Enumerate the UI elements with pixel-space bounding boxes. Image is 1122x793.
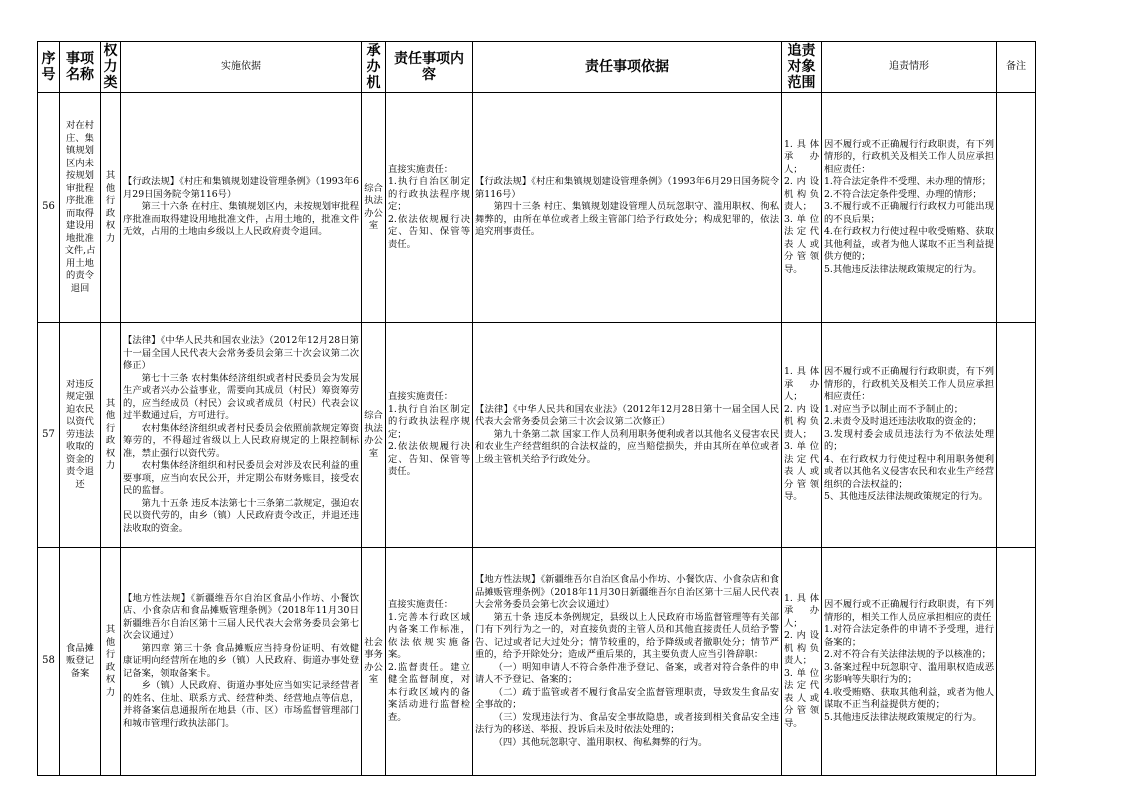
basis-para: 【行政法规】《村庄和集镇规划建设管理条例》（1993年6月29日国务院令第116号） xyxy=(123,176,359,200)
row-note xyxy=(997,323,1036,548)
row-note xyxy=(997,548,1036,776)
row-seq: 57 xyxy=(38,323,60,548)
header-duty-basis: 责任事项依据 xyxy=(473,42,782,93)
row-target xyxy=(782,323,822,548)
row-item-name: 对在村庄、集镇规划区内未按规划审批程序批准而取得建设用地批准文件,占用土地的责令退回 xyxy=(60,93,101,323)
table-row xyxy=(38,93,1036,323)
row-duty-content xyxy=(386,548,473,776)
row-basis xyxy=(121,93,362,323)
basis-para: 第九十五条 违反本法第七十三条第二款规定，强迫农民以资代劳的，由乡（镇）人民政府责令改正，并退还违法收取的资金。 xyxy=(123,497,359,534)
row-situation xyxy=(822,323,997,548)
row-seq: 56 xyxy=(38,93,60,323)
row-power-type: 其他行政权力 xyxy=(101,323,121,548)
basis-para: 农村集体经济组织和村民委员会对涉及农民利益的重要事项，应当向农民公开，并定期公布财务账目，接受农民的监督。 xyxy=(123,460,359,496)
responsibility-table xyxy=(37,41,1036,776)
duty-basis-para: （一）明知申请人不符合条件准予登记、备案，或者对符合条件的申请人不予登记、备案的； xyxy=(475,661,779,685)
row-target xyxy=(782,93,822,323)
basis-para: 乡（镇）人民政府、街道办事处应当如实记录经营者的姓名、住址、联系方式、经营种类、经营地点等信息，并将备案信息通报所在地县（市、区）市场监督管理部门和城市管理行政执法部门。 xyxy=(123,680,359,729)
header-item-name: 事项名称 xyxy=(60,42,101,93)
target-line: 3.单位法定代表人或分管领导。 xyxy=(784,667,819,729)
basis-para: 第三十六条 在村庄、集镇规划区内，未按规划审批程序批准而取得建设用地批准文件，占用土地的，批准文件无效，占用的土地由乡级以上人民政府责令退回。 xyxy=(123,201,359,238)
basis-para: 农村集体经济组织或者村民委员会依照前款规定筹资筹劳的，不得超过省级以上人民政府规定的上限控制标准，禁止强行以资代劳。 xyxy=(123,422,359,459)
duty-basis-para: （四）其他玩忽职守、滥用职权、徇私舞弊的行为。 xyxy=(493,736,708,748)
situation-line: 3.不履行或不正确履行行政权力可能出现的不良后果； xyxy=(824,201,994,225)
header-power-type: 权力类 xyxy=(101,42,121,93)
row-power-type: 其他行政权力 xyxy=(101,548,121,776)
header-basis: 实施依据 xyxy=(121,42,362,93)
basis-para: 【法律】《中华人民共和国农业法》（2012年12月28日第十一届全国人民代表大会常务委员会第三十次会议第二次修正） xyxy=(123,335,359,371)
basis-para: 【地方性法规】《新疆维吾尔自治区食品小作坊、小餐饮店、小食杂店和食品摊贩管理条例》（2018年11月30日新疆维吾尔自治区第十三届人民代表大会常务委员会第七次会议通过） xyxy=(123,592,359,642)
duty-basis-para: 【法律】《中华人民共和国农业法》（2012年12月28日第十一届全国人民代表大会常务委员会第三十次会议第二次修正） xyxy=(475,403,779,428)
duty-basis-para: 【地方性法规】《新疆维吾尔自治区食品小作坊、小餐饮店、小食杂店和食品摊贩管理条例》（2018年11月30日新疆维吾尔自治区第十三届人民代表大会常务委员会第七次会议通过） xyxy=(475,574,779,610)
situation-line: 2.对不符合有关法律法规的予以核准的； xyxy=(824,649,991,660)
duty-basis-para: 第九十条第二款 国家工作人员利用职务便利或者以其他名义侵害农民和农业生产经营组织的合法权益的，应当赔偿损失，并由其所在单位或者上级主管机关给予行政处分。 xyxy=(475,428,779,465)
duty-line: 1.完善本行政区域内备案工作标准，依法依规实施备案。 xyxy=(388,611,470,660)
duty-line: 1.执行自治区制定的行政执法程序规定； xyxy=(388,403,470,440)
row-duty-basis xyxy=(473,548,782,776)
header-dept: 承办机 xyxy=(362,42,386,93)
header-row xyxy=(38,42,1036,93)
target-line: 3.单位法定代表人或分管领导。 xyxy=(784,213,819,275)
target-line: 1.具体承办人； xyxy=(784,592,819,629)
header-note: 备注 xyxy=(997,42,1036,93)
table-row xyxy=(38,548,1036,776)
situation-line: 5、其他违反法律法规政策规定的行为。 xyxy=(824,491,988,503)
duty-line: 直接实施责任： xyxy=(388,391,454,403)
header-target: 追责对象范围 xyxy=(782,42,822,93)
target-line: 3.单位法定代表人或分管领导。 xyxy=(784,441,819,503)
target-line: 1.具体承办人； xyxy=(784,138,819,175)
situation-line: 4、在行政权力行使过程中利用职务便利或者以其他名义侵害农民和农业生产经营组织的合法权益的； xyxy=(824,453,994,490)
target-line: 2.内设机构负责人； xyxy=(784,176,819,213)
row-basis xyxy=(121,323,362,548)
duty-line: 2.依法依规履行决定、告知、保管等责任。 xyxy=(388,441,470,478)
duty-line: 2.依法依规履行决定、告知、保管等责任。 xyxy=(388,213,470,250)
basis-para: 第七十三条 农村集体经济组织或者村民委员会为发展生产或者兴办公益事业，需要向其成员（村民）筹资筹劳的，应当经成员（村民）会议或者成员（村民）代表会议过半数通过后，方可进行。 xyxy=(123,372,359,421)
row-dept: 综合执法办公室 xyxy=(362,93,386,323)
row-power-type: 其他行政权力 xyxy=(101,93,121,323)
situation-line: 1.符合法定条件不受理、未办理的情形； xyxy=(824,176,991,188)
duty-line: 1.执行自治区制定的行政执法程序规定； xyxy=(388,176,470,213)
situation-line: 1.对符合法定条件的申请不予受理，进行备案的； xyxy=(824,624,994,648)
row-item-name: 食品摊贩登记备案 xyxy=(60,548,101,776)
row-duty-basis xyxy=(473,93,782,323)
row-basis xyxy=(121,548,362,776)
duty-line: 直接实施责任： xyxy=(388,163,454,175)
situation-line: 3.发现村委会成员违法行为不依法处理的； xyxy=(824,428,994,453)
header-seq: 序号 xyxy=(38,42,60,93)
duty-line: 2.监督责任。建立健全监督制度，对本行政区域内的备案活动进行监督检查。 xyxy=(388,661,470,723)
duty-basis-para: 第五十条 违反本条例规定，县级以上人民政府市场监督管理等有关部门有下列行为之一的，对直接负责的主管人员和其他直接责任人员给予警告、记过或者记大过处分；情节较重的，给予降级或者撤职处分；情节严重的，给予开除处分；造成严重后果的，其主要负责人应当引咎辞职： xyxy=(475,611,779,660)
row-seq: 58 xyxy=(38,548,60,776)
situation-line: 2.未责令及时退还违法收取的资金的； xyxy=(824,416,982,428)
row-duty-content xyxy=(386,323,473,548)
target-line: 2.内设机构负责人； xyxy=(784,403,819,440)
target-line: 1.具体承办人； xyxy=(784,366,819,403)
duty-basis-para: 【行政法规】《村庄和集镇规划建设管理条例》（1993年6月29日国务院令第116号） xyxy=(475,176,779,200)
row-duty-basis xyxy=(473,323,782,548)
situation-line: 因不履行或不正确履行行政职责，有下列情形的，相关工作人员应承担相应的责任 xyxy=(824,599,994,623)
situation-line: 4.在行政权力行使过程中收受贿赂、获取其他利益，或者为他人谋取不正当利益提供方便的； xyxy=(824,226,994,263)
header-duty-content: 责任事项内容 xyxy=(386,42,473,93)
row-situation xyxy=(822,548,997,776)
situation-line: 因不履行或不正确履行行政职责，有下列情形的，行政机关及相关工作人员应承担相应责任： xyxy=(824,366,994,403)
row-note xyxy=(997,93,1036,323)
row-situation xyxy=(822,93,997,323)
row-target xyxy=(782,548,822,776)
duty-line: 直接实施责任： xyxy=(388,599,454,610)
row-duty-content xyxy=(386,93,473,323)
basis-para: 第四章 第三十条 食品摊贩应当持身份证明、有效健康证明向经营所在地的乡（镇）人民政府、街道办事处登记备案，领取备案卡。 xyxy=(123,642,359,679)
situation-line: 因不履行或不正确履行行政职责，有下列情形的，行政机关及相关工作人员应承担相应责任： xyxy=(824,138,994,175)
situation-line: 5.其他违反法律法规政策规定的行为。 xyxy=(824,263,982,275)
situation-line: 4.收受贿赂、获取其他利益，或者为他人谋取不正当利益提供方便的； xyxy=(824,686,994,710)
header-situation: 追责情形 xyxy=(822,42,997,93)
duty-basis-para: （二）疏于监管或者不履行食品安全监督管理职责，导致发生食品安全事故的； xyxy=(475,686,779,710)
target-line: 2.内设机构负责人； xyxy=(784,630,819,667)
situation-line: 5.其他违反法律法规政策规定的行为。 xyxy=(824,711,982,723)
row-dept: 社会事务办公室 xyxy=(362,548,386,776)
situation-line: 1.对应当予以制止而不予制止的； xyxy=(824,403,964,415)
duty-basis-para: （三）发现违法行为、食品安全事故隐患，或者接到相关食品安全违法行为的移送、举报、投诉后未及时依法处理的； xyxy=(475,711,779,735)
row-dept: 综合执法办公室 xyxy=(362,323,386,548)
row-item-name: 对违反规定强迫农民以资代劳违法收取的资金的责令退还 xyxy=(60,323,101,548)
duty-basis-para: 第四十三条 村庄、集镇规划建设管理人员玩忽职守、滥用职权、徇私舞弊的，由所在单位或者上级主管部门给予行政处分；构成犯罪的，依法追究刑事责任。 xyxy=(475,201,779,238)
situation-line: 2.不符合法定条件受理、办理的情形； xyxy=(824,188,982,200)
situation-line: 3.备案过程中玩忽职守、滥用职权造成恶劣影响等失职行为的； xyxy=(824,661,994,685)
table-row xyxy=(38,323,1036,548)
